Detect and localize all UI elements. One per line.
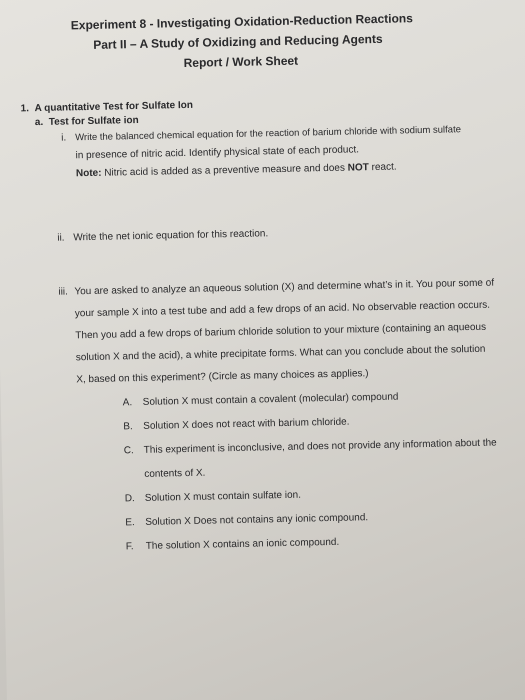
subsection-heading: Test for Sulfate ion [48, 114, 139, 128]
note-not: NOT [347, 162, 369, 174]
choice-e-letter: E. [125, 517, 135, 529]
subsection-label: a. [34, 116, 44, 129]
question-i-line-1: Write the balanced chemical equation for the reaction of barium chloride with sodium sulfate [75, 124, 462, 144]
choice-f-text: The solution X contains an ionic compound. [145, 536, 340, 552]
note-label: Note: [75, 167, 102, 180]
choice-c-letter: C. [123, 445, 134, 457]
doc-report-label: Report / Work Sheet [183, 53, 299, 71]
note-line [76, 162, 397, 180]
note-text-1: Nitric acid is added as a preventive measure and does [101, 162, 348, 179]
choice-a-text: Solution X must contain a covalent (molecular) compound [142, 391, 399, 408]
choice-e-text: Solution X Does not contains any ionic compound. [145, 512, 369, 528]
question-iii-number: iii. [58, 286, 68, 298]
choice-a-letter: A. [122, 397, 133, 409]
question-iii-line-2: your sample X into a test tube and add a few drops of an acid. No observable reaction occurs. [74, 299, 491, 320]
choice-b-text: Solution X does not react with barium chloride. [143, 416, 350, 432]
choice-b-letter: B. [123, 421, 133, 433]
question-iii-line-3: Then you add a few drops of barium chloride solution to your mixture (containing an aqueous [75, 321, 487, 342]
choice-f-letter: F. [125, 541, 134, 553]
question-i-number: i. [61, 132, 67, 144]
question-ii-text: Write the net ionic equation for this reaction. [73, 228, 269, 244]
section-number: 1. [20, 103, 30, 115]
choice-c-continuation: contents of X. [144, 467, 206, 480]
choice-d-text: Solution X must contain sulfate ion. [144, 489, 302, 504]
question-iii-line-5: X, based on this experiment? (Circle as many choices as applies.) [76, 368, 369, 386]
question-ii-number: ii. [57, 232, 65, 244]
note-text-2: react. [368, 161, 397, 174]
question-iii-line-4: solution X and the acid), a white precipitate forms. What can you conclude about the solution [75, 343, 486, 364]
section-heading: A quantitative Test for Sulfate Ion [34, 99, 194, 115]
doc-title: Experiment 8 - Investigating Oxidation-Reduction Reactions [70, 11, 413, 33]
question-iii-line-1: You are asked to analyze an aqueous solution (X) and determine what’s in it. You pour some of [74, 277, 495, 298]
choice-c-text: This experiment is inconclusive, and does not provide any information about the [143, 437, 497, 456]
doc-subtitle: Part II – A Study of Oxidizing and Reducing Agents [93, 31, 383, 52]
choice-d-letter: D. [124, 493, 135, 505]
question-i-line-2: in presence of nitric acid. Identify physical state of each product. [75, 144, 360, 162]
